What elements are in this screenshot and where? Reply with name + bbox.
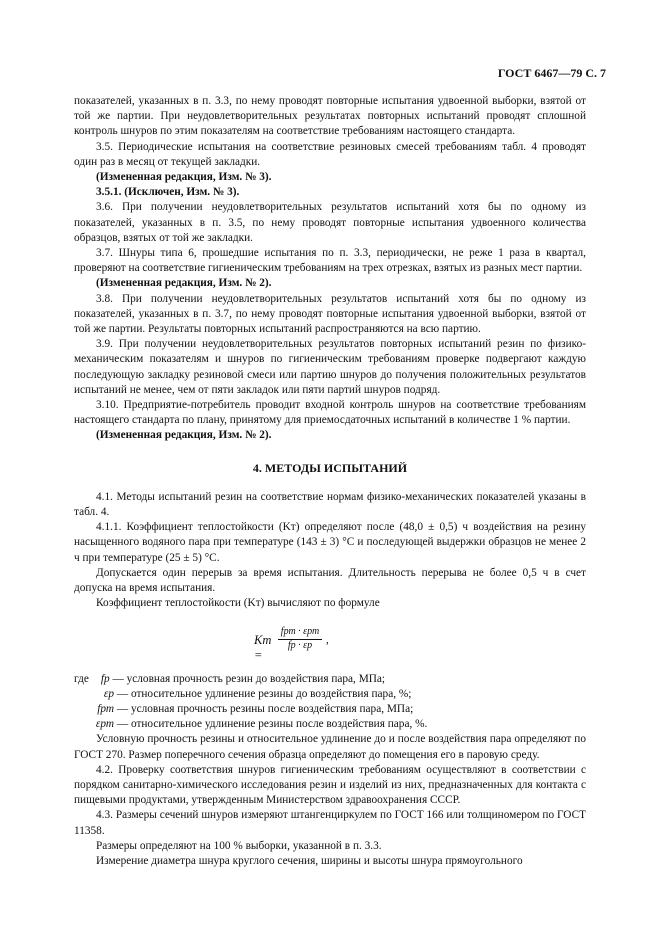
paragraph: 4.1.1. Коэффициент теплостойкости (Kт) определяют после (48,0 ± 0,5) ч воздействия на резину насыщенного водяного пара при температуре (143 ± 3) °С и последующей выдержки образцов не менее 2 ч при температуре (25 ± 5) °С. [74, 521, 586, 564]
paragraph: 3.10. Предприятие-потребитель проводит входной контроль шнуров на соответствие требованиям настоящего стандарта по плану, принятому для приемосдаточных испытаний в количестве 1 % партии. [74, 399, 586, 427]
paragraph: Допускается один перерыв за время испытания. Длительность перерыва не более 0,5 ч в счет допуска на время испытания. [74, 566, 586, 595]
paragraph: Коэффициент теплостойкости (Kт) вычисляют по формуле [96, 597, 380, 610]
paragraph: Условную прочность резины и относительное удлинение до и после воздействия пара определяют по ГОСТ 270. Размер поперечного сечения образца определяют до помещения его в паровую среду. [74, 733, 586, 761]
formula-numerator: fрт · εрт [278, 626, 322, 640]
variable-definition [74, 702, 586, 717]
formula-denominator: fр · εр [287, 639, 313, 651]
formula [74, 616, 586, 668]
variable-symbol: εрт [95, 718, 114, 731]
variable-symbol: εр [103, 687, 114, 700]
page-header: ГОСТ 6467—79 С. 7 [497, 66, 606, 80]
paragraph: 4.3. Размеры сечений шнуров измеряют штангенциркулем по ГОСТ 166 или толщиномером по ГОСТ 11358. [74, 809, 586, 837]
paragraph: Измерение диаметра шнура круглого сечения, ширины и высоты шнура прямоугольного [96, 854, 523, 867]
paragraph: 3.7. Шнуры типа 6, прошедшие испытания по п. 3.3, периодически, не реже 1 раза в квартал, проверяют на соответствие гигиеническим требованиям на трех отрезках, взятых из разных мест партии. [74, 247, 586, 275]
variable-description: — условная прочность резины после воздействия пара, МПа; [116, 702, 414, 715]
formula-comma: , [326, 633, 329, 646]
excluded-note: 3.5.1. (Исключен, Изм. № 3). [96, 186, 240, 199]
document-body [74, 94, 586, 869]
variable-definition [74, 717, 586, 732]
paragraph: 4.2. Проверку соответствия шнуров гигиеническим требованиям осуществляют в соответствии с порядком санитарно-химического исследования резин и изделий из них, предназначенных для контакта с пищевыми продуктами, утвержденным Министерством здравоохранения СССР. [74, 763, 586, 807]
amendment-note: (Измененная редакция, Изм. № 2). [96, 429, 272, 442]
variable-symbol: fрт [97, 702, 114, 715]
paragraph: 3.8. При получении неудовлетворительных результатов испытаний хотя бы по одному из показателей, указанных в п. 3.7, по нему проводят повторные испытания удвоенной выборки, взятой от той же партии. Результаты повторных испытаний распространяются на всю партию. [74, 292, 586, 336]
amendment-note: (Измененная редакция, Изм. № 2). [96, 277, 272, 290]
paragraph: Размеры определяют на 100 % выборки, указанной в п. 3.3. [96, 839, 382, 852]
paragraph: 3.9. При получении неудовлетворительных результатов повторных испытаний резин по физико-механическим показателям и шнуров по гигиеническим требованиям проверке подвергают каждую последующую закладку резиновой смеси или партию шнуров до получения положительных результатов испытаний не менее, чем от пяти закладок или пяти партий шнуров подряд. [74, 338, 586, 396]
formula-fraction [278, 626, 322, 652]
paragraph: показателей, указанных в п. 3.3, по нему проводят повторные испытания удвоенной выборки, взятой от той же партии. При неудовлетворительных результатах повторных испытаний проводят сплошной контроль шнуров по этим показателям на соответствие требованиям настоящего стандарта. [74, 95, 586, 138]
section-heading: 4. МЕТОДЫ ИСПЫТАНИЙ [252, 460, 408, 475]
amendment-note: (Измененная редакция, Изм. № 3). [96, 171, 272, 184]
paragraph: 4.1. Методы испытаний резин на соответствие нормам физико-механических показателей указаны в табл. 4. [74, 490, 586, 519]
variable-description: — условная прочность резин до воздействия пара, МПа; [112, 672, 386, 685]
paragraph: 3.5. Периодические испытания на соответствие резиновых смесей требованиям табл. 4 проводят один раз в месяц от текущей закладки. [74, 140, 586, 168]
variable-description: — относительное удлинение резины после воздействия пара, %. [116, 718, 428, 731]
paragraph: 3.6. При получении неудовлетворительных результатов испытаний хотя бы по одному из показателей, указанных в п. 3.5, по нему проводят повторные испытания удвоенного количества образцов, взятых от той же закладки. [74, 201, 586, 244]
variable-description: — относительное удлинение резины до воздействия пара, %; [116, 687, 412, 700]
variable-definition [74, 687, 586, 702]
variable-definition [74, 672, 586, 687]
variable-symbol: fр [100, 672, 110, 685]
formula-lhs: Kт = [254, 632, 272, 662]
where-label: где [74, 672, 89, 685]
